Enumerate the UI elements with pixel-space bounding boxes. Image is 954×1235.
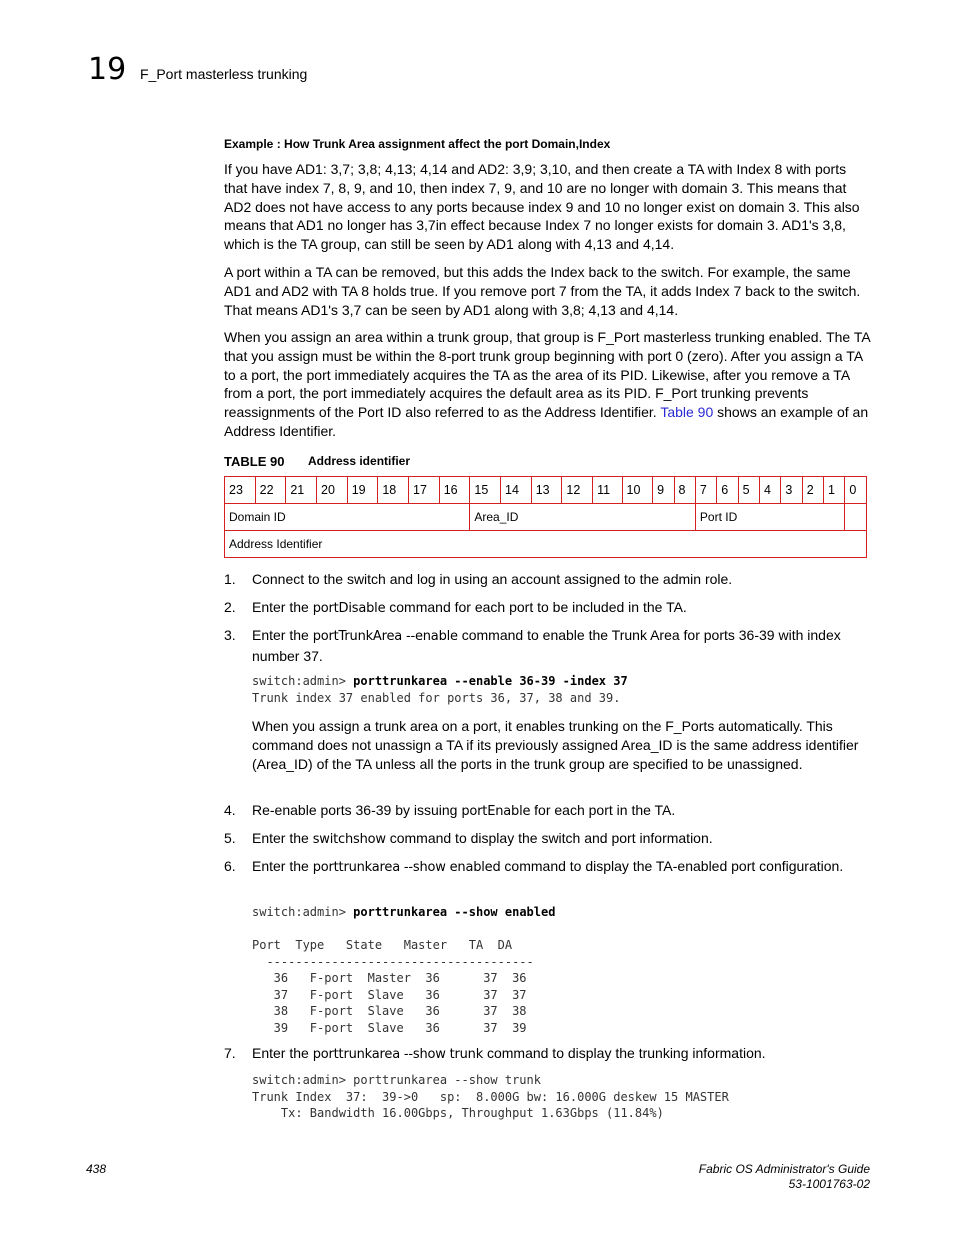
chapter-number: 19: [88, 52, 127, 87]
step-text: [252, 598, 868, 619]
step-number: 4.: [224, 802, 236, 818]
code-block-1: [252, 673, 628, 706]
step-command: switchshow: [312, 832, 386, 847]
bit-cell: 12: [562, 477, 593, 504]
port-id-cell: Port ID: [695, 504, 845, 531]
bit-cell: 14: [501, 477, 532, 504]
code-prompt: switch:admin>: [252, 674, 354, 688]
bit-cell: 2: [802, 477, 823, 504]
table-caption: [224, 454, 411, 469]
area-id-cell: Area_ID: [470, 504, 696, 531]
step-text-post: command to enable the Trunk Area for ports 36-39 with index number 37.: [252, 627, 841, 664]
table-90-link[interactable]: Table 90: [660, 404, 714, 421]
step-3-note: When you assign a trunk area on a port, it enables trunking on the F_Ports automatically. This command does not unassign a TA if its previously assigned Area_ID is the same address identifier (Area_ID) of the TA unless all the ports in the trunk group are specified to be unassigned.: [252, 718, 859, 772]
step-text: [252, 1044, 868, 1065]
step-text-post: command to display the trunking information.: [483, 1045, 766, 1061]
step-text-post: command for each port to be included in the TA.: [385, 599, 687, 615]
step-number: 5.: [224, 830, 236, 846]
step-text-pre: Enter the: [252, 858, 313, 874]
step-number: 3.: [224, 627, 236, 643]
bit-cell: 21: [286, 477, 317, 504]
step-command: porttrunkarea --show enabled: [312, 860, 501, 875]
table-title: Address identifier: [308, 454, 411, 468]
step-text-pre: Enter the: [252, 627, 313, 643]
code-block-2: [252, 904, 555, 1036]
code-prompt: switch:admin>: [252, 905, 354, 919]
bit-cell: 5: [738, 477, 759, 504]
bit-cell: 15: [470, 477, 501, 504]
step-command: portTrunkArea --enable: [312, 629, 458, 644]
bit-cell: 20: [317, 477, 348, 504]
step-text: [252, 829, 868, 850]
chapter-title: F_Port masterless trunking: [140, 66, 308, 82]
bit-cell: 22: [255, 477, 286, 504]
step-number: 2.: [224, 599, 236, 615]
address-identifier-table: [224, 476, 867, 558]
paragraph-2: A port within a TA can be removed, but this adds the Index back to the switch. For example, the same AD1 and AD2 with TA 8 holds true. If you remove port 7 from the TA, it adds Index 7 back to the switch. That means AD1's 3,7 can be seen by AD1 along with 3,8; 4,13 and 4,14.: [224, 264, 861, 318]
step-text-post: for each port in the TA.: [530, 802, 676, 818]
document-id: 53-1001763-02: [788, 1177, 870, 1191]
code-output: Port Type State Master TA DA ------------------------------------- 36 F-port Master 36 37 36 37 F-port Slave 36 37 37 38 F-port Slave 36 37 38 39 F-port Slave 36 37 39: [252, 938, 534, 1035]
paragraph-1: If you have AD1: 3,7; 3,8; 4,13; 4,14 and AD2: 3,9; 3,10, and then create a TA with Index 8 with ports that have index 7, 8, 9, and 10, then index 7, 9, and 10 are no longer with domain 3. This means that AD2 does not have access to any ports because index 9 and 10 no longer exist on domain 3. This also means that AD1 no longer has 3,7in effect because Index 7 no longer exists for domain 3. AD1's 3,8, which is the TA group, can still be seen by AD1 along with 4,13 and 4,14.: [224, 161, 860, 253]
step-command: porttrunkarea --show trunk: [312, 1047, 484, 1062]
step-text-pre: Enter the: [252, 599, 313, 615]
bit-cell: 9: [653, 477, 674, 504]
bit-cell: 10: [622, 477, 653, 504]
step-number: 7.: [224, 1045, 236, 1061]
bit-cell: 1: [824, 477, 845, 504]
bit-cell: 3: [781, 477, 802, 504]
bit-cell: 19: [347, 477, 378, 504]
step-text: [252, 626, 868, 666]
step-number: 1.: [224, 571, 236, 587]
step-command: portEnable: [461, 804, 531, 819]
step-command: portDisable: [312, 601, 386, 616]
bit-cell: 6: [717, 477, 738, 504]
code-block-3: switch:admin> porttrunkarea --show trunk Trunk Index 37: 39->0 sp: 8.000G bw: 16.000G deskew 15 MASTER Tx: Bandwidth 16.00Gbps, Throughput 1.63Gbps (11.84%): [252, 1073, 729, 1120]
guide-title: Fabric OS Administrator's Guide: [698, 1162, 870, 1176]
bit-cell: 8: [674, 477, 695, 504]
field-row: [225, 504, 867, 531]
empty-cell: [845, 504, 867, 531]
bit-cell: 13: [531, 477, 562, 504]
paragraph-3: [224, 328, 870, 441]
step-text-pre: Re-enable ports 36-39 by issuing: [252, 802, 462, 818]
bit-cell: 23: [225, 477, 256, 504]
code-output: Trunk index 37 enabled for ports 36, 37, 38 and 39.: [252, 690, 621, 705]
bit-cell: 16: [439, 477, 470, 504]
identifier-row: [225, 531, 867, 558]
address-identifier-cell: Address Identifier: [225, 531, 867, 558]
step-text-post: command to display the TA-enabled port configuration.: [500, 858, 844, 874]
step-text-pre: Enter the: [252, 830, 313, 846]
page-number: 438: [86, 1162, 107, 1176]
step-text: Connect to the switch and log in using an account assigned to the admin role.: [252, 571, 733, 587]
bit-cell: 18: [378, 477, 409, 504]
code-command: porttrunkarea --show enabled: [353, 905, 556, 919]
bit-cell: 11: [593, 477, 622, 504]
bit-cell: 4: [759, 477, 780, 504]
bit-cell: 0: [845, 477, 867, 504]
table-label: TABLE 90: [224, 454, 285, 469]
domain-id-cell: Domain ID: [225, 504, 470, 531]
bit-cell: 17: [409, 477, 440, 504]
code-command: porttrunkarea --enable 36-39 -index 37: [353, 674, 628, 688]
step-number: 6.: [224, 858, 236, 874]
bit-row: [225, 477, 867, 504]
paragraph-3-tail: shows an example of an Address Identifier.: [224, 404, 869, 439]
example-heading: Example : How Trunk Area assignment affect the port Domain,Index: [224, 137, 611, 151]
footer-title: [699, 1162, 870, 1192]
step-text-post: command to display the switch and port information.: [385, 830, 713, 846]
paragraph-3-text: When you assign an area within a trunk group, that group is F_Port masterless trunking enabled. The TA that you assign must be within the 8-port trunk group beginning with port 0 (zero). After you assign a TA to a port, the port immediately acquires the TA as the area of its PID. Likewise, after you remove a TA from a port, the port immediately acquires the default area as its PID. F_Port trunking prevents reassignments of the Port ID also referred to as the Address Identifier.: [224, 329, 870, 421]
bit-cell: 7: [695, 477, 716, 504]
step-text: [252, 857, 868, 878]
step-text-pre: Enter the: [252, 1045, 313, 1061]
step-text: [252, 801, 868, 822]
